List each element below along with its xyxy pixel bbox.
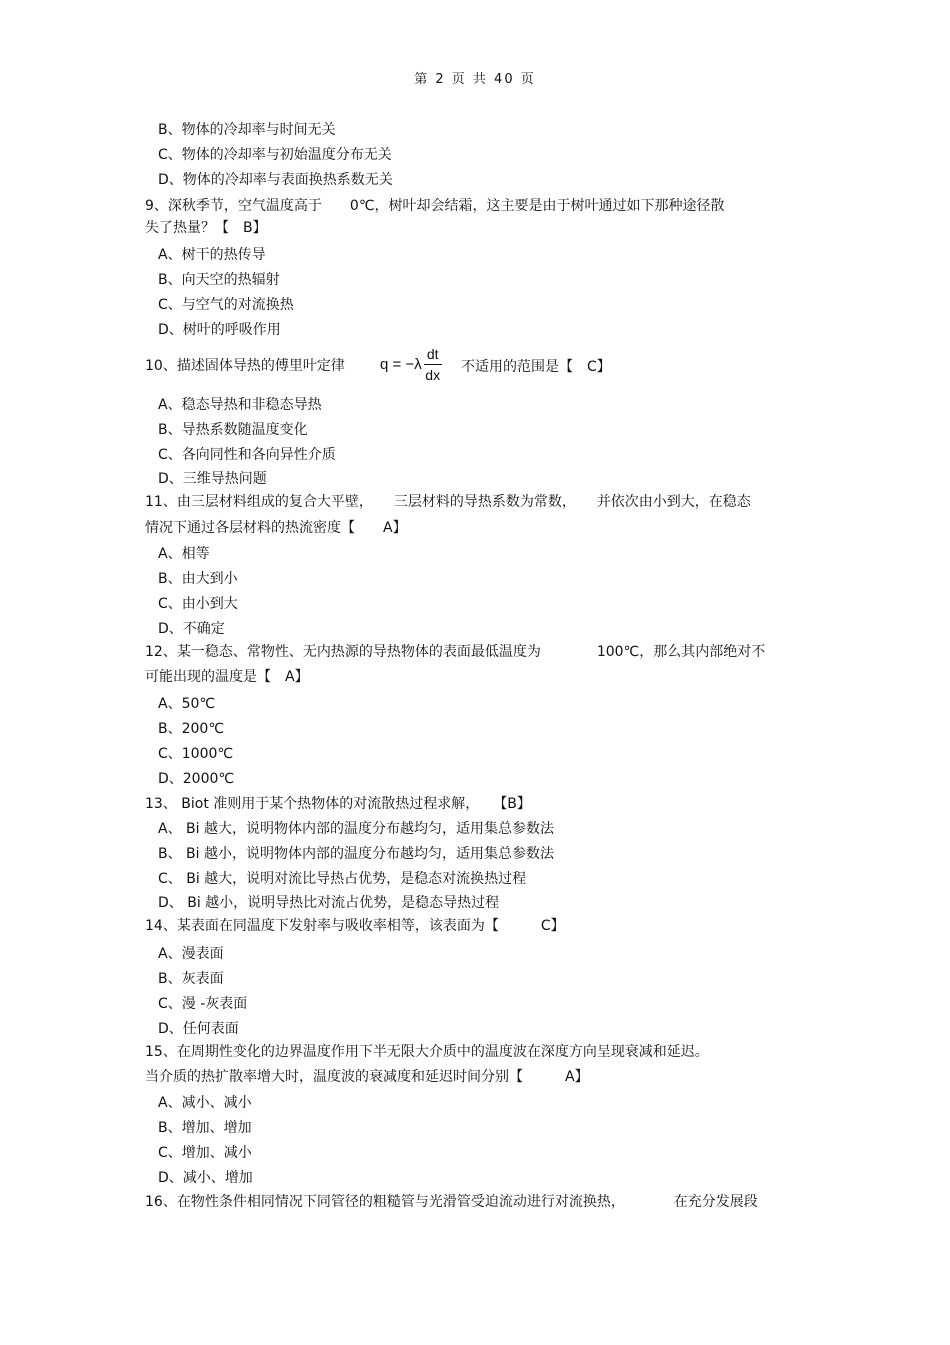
q9-option-d: D、树叶的呼吸作用 [158,322,281,338]
q14-option-d: D、任何表面 [158,1021,239,1037]
formula-fraction [424,344,442,385]
q13-stem: 13、 Biot 准则用于某个热物体的对流散热过程求解， 【B】 [145,796,531,812]
q9-stem-line1: 9、深秋季节，空气温度高于 0℃，树叶却会结霜，这主要是由于树叶通过如下那种途径散 [145,198,725,214]
page-header: 第 2 页 共 40 页 [414,72,536,87]
q9-option-a: A、树干的热传导 [158,247,266,263]
q15-option-a: A、减小、减小 [158,1095,252,1111]
q13-option-d: D、 Bi 越小，说明导热比对流占优势，是稳态导热过程 [158,895,500,911]
q14-option-a: A、漫表面 [158,946,224,962]
q8-option-b: B、物体的冷却率与时间无关 [158,122,336,138]
q14-stem: 14、某表面在同温度下发射率与吸收率相等，该表面为【 C】 [145,918,565,934]
q13-option-c: C、 Bi 越大，说明对流比导热占优势，是稳态对流换热过程 [158,871,527,887]
q10-option-a: A、稳态导热和非稳态导热 [158,397,322,413]
q15-option-d: D、减小、增加 [158,1170,253,1186]
q15-option-c: C、增加、减小 [158,1145,252,1161]
q10-option-c: C、各向同性和各向异性介质 [158,447,336,463]
q10-stem-prefix: 10、描述固体导热的傅里叶定律 [145,358,345,374]
q9-stem-line2: 失了热量？【 B】 [145,220,267,236]
q10-stem-suffix: 不适用的范围是【 C】 [461,359,611,375]
q12-option-a: A、50℃ [158,696,216,712]
formula-left: q = −λ [380,356,422,373]
q12-stem-line2: 可能出现的温度是【 A】 [145,669,309,685]
q11-option-a: A、相等 [158,546,210,562]
q9-option-b: B、向天空的热辐射 [158,272,280,288]
q12-option-d: D、2000℃ [158,771,235,787]
q14-option-b: B、灰表面 [158,971,224,987]
q15-stem-line1: 15、在周期性变化的边界温度作用下半无限大介质中的温度波在深度方向呈现衰减和延迟。 [145,1044,709,1060]
q10-option-b: B、导热系数随温度变化 [158,422,308,438]
formula-numerator: dt [426,346,439,362]
q15-option-b: B、增加、增加 [158,1120,252,1136]
formula-denominator: dx [425,367,441,383]
q8-option-d: D、物体的冷却率与表面换热系数无关 [158,172,393,188]
q14-option-c: C、漫 -灰表面 [158,996,248,1012]
q12-stem-line1: 12、某一稳态、常物性、无内热源的导热物体的表面最低温度为 100℃，那么其内部绝对不 [145,644,766,660]
q15-stem-line2: 当介质的热扩散率增大时，温度波的衰减度和延迟时间分别【 A】 [145,1069,589,1085]
q11-stem-line2: 情况下通过各层材料的热流密度【 A】 [145,520,407,536]
q13-option-a: A、 Bi 越大，说明物体内部的温度分布越均匀，适用集总参数法 [158,821,554,837]
q12-option-b: B、200℃ [158,721,225,737]
q10-option-d: D、三维导热问题 [158,471,267,487]
q11-stem-line1: 11、由三层材料组成的复合大平壁， 三层材料的导热系数为常数， 并依次由小到大，在稳态 [145,494,751,510]
q12-option-c: C、1000℃ [158,746,234,762]
q11-option-d: D、不确定 [158,621,225,637]
q13-option-b: B、 Bi 越小，说明物体内部的温度分布越均匀，适用集总参数法 [158,846,554,862]
q9-option-c: C、与空气的对流换热 [158,297,294,313]
q11-option-b: B、由大到小 [158,571,238,587]
q16-stem-line1: 16、在物性条件相同情况下同管径的粗糙管与光滑管受迫流动进行对流换热， 在充分发展段 [145,1194,758,1210]
fourier-law-formula [380,344,446,385]
q8-option-c: C、物体的冷却率与初始温度分布无关 [158,147,392,163]
q11-option-c: C、由小到大 [158,596,238,612]
